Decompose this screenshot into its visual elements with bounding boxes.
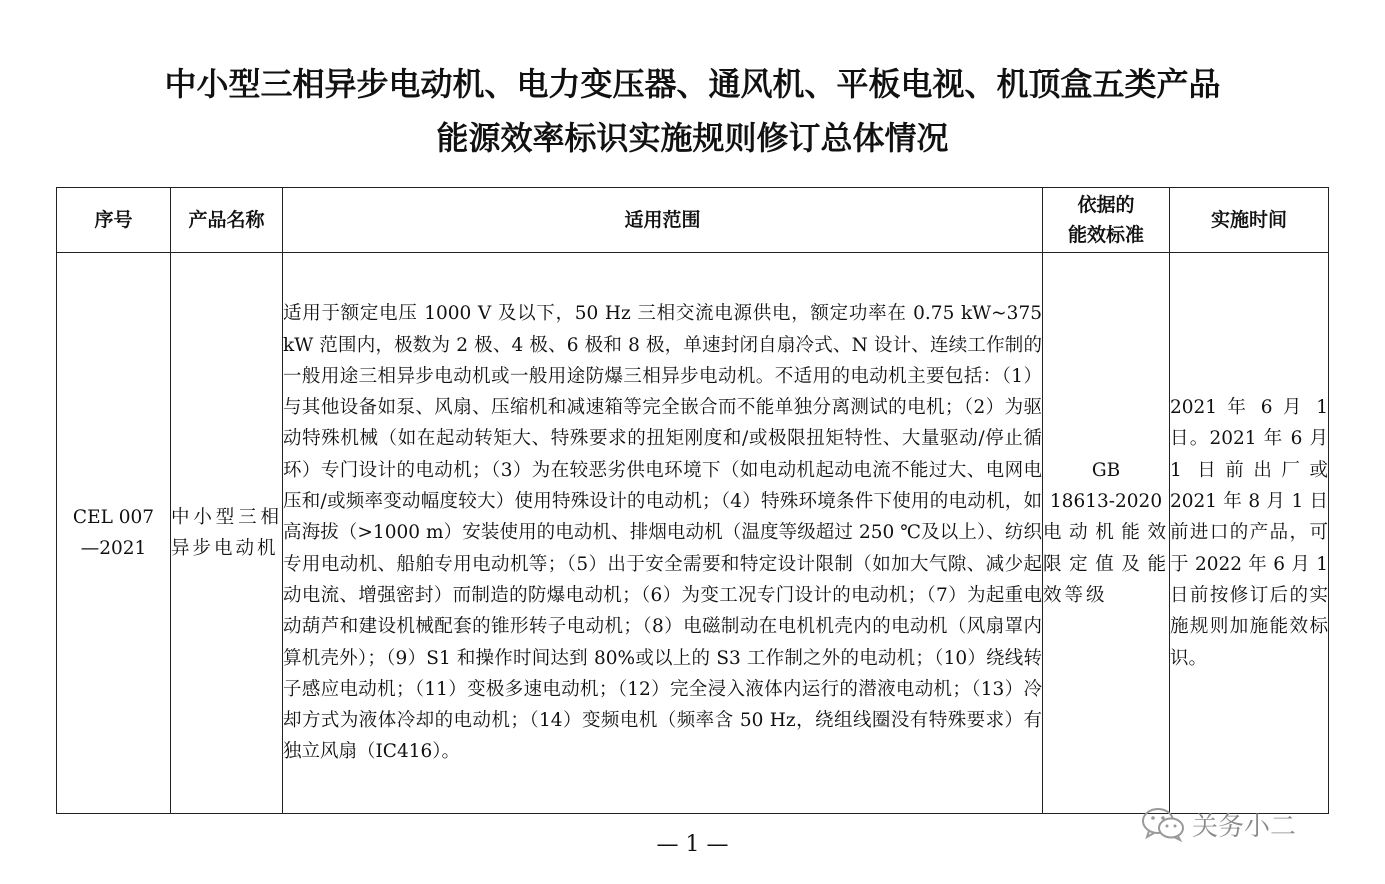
header-standard-line-1: 依据的 [1077,194,1135,216]
cell-scope: 适用于额定电压 1000 V 及以下，50 Hz 三相交流电源供电，额定功率在 0.75 kW~375 kW 范围内，极数为 2 极、4 极、6 极和 8 极，单速封闭自扇冷式、N 设计、连续工作制的一般用途三相异步电动机或一般用途防爆三相异步电动机。不适用的电动机主要包括：（1）与其他设备如泵、风扇、压缩机和减速箱等完全嵌合而不能单独分离测试的电机；（2）为驱动特殊机械（如在起动转矩大、特殊要求的扭矩刚度和/或极限扭矩特性、大量驱动/停止循环）专门设计的电动机；（3）为在较恶劣供电环境下（如电动机起动电流不能过大、电网电压和/或频率变动幅度较大）使用特殊设计的电动机；（4）特殊环境条件下使用的电动机，如高海拔（>1000 m）安装使用的电动机、排烟电动机（温度等级超过 250 ℃及以上）、纺织专用电动机、船舶专用电动机等；（5）出于安全需要和特定设计限制（如加大气隙、减少起动电流、增强密封）而制造的防爆电动机；（6）为变工况专门设计的电动机；（7）为起重电动葫芦和建设机械配套的锥形转子电动机；（8）电磁制动在电机机壳内的电动机（风扇罩内算机壳外）；（9）S1 和操作时间达到 80%或以上的 S3 工作制之外的电动机；（10）绕线转子感应电动机；（11）变极多速电动机；（12）完全浸入液体内运行的潜液电动机；（13）冷却方式为液体冷却的电动机；（14）变频电机（频率含 50 Hz，绕组线圈没有特殊要求）有独立风扇（IC416）。 [283,253,1043,814]
page-number: — 1 — [656,832,729,857]
standard-description: 电动机能效限定值及能效等级 [1043,522,1169,606]
header-standard [1043,188,1170,253]
header-implementation-date: 实施时间 [1170,188,1329,253]
table-header-row [57,188,1329,253]
header-product-name: 产品名称 [171,188,283,253]
watermark [1140,804,1296,844]
wechat-icon [1140,806,1186,842]
seq-line-2: —2021 [80,538,147,559]
watermark-text: 关务小二 [1192,811,1297,842]
document-title-line-2: 能源效率标识实施规则修订总体情况 [436,119,949,157]
seq-line-1: CEL 007 [72,506,155,528]
standard-code: GB [1091,459,1121,481]
cell-product-name: 中小型三相异步电动机 [171,253,283,814]
header-seq: 序号 [57,188,171,253]
header-standard-line-2: 能效标准 [1067,224,1144,246]
document-title-line-1: 中小型三相异步电动机、电力变压器、通风机、平板电视、机顶盒五类产品 [164,65,1221,103]
header-scope: 适用范围 [283,188,1043,253]
cell-seq [57,253,171,814]
standard-number: 18613-2020 [1049,491,1163,513]
cell-standard [1043,253,1170,814]
cell-implementation-date: 2021 年 6 月 1 日。2021 年 6 月 1 日前出厂或 2021 年 8 月 1 日前进口的产品，可于 2022 年 6 月 1 日前按修订后的实施规则加施能效标识。 [1170,253,1329,814]
table-row [57,253,1329,814]
revision-summary-table [56,187,1329,814]
